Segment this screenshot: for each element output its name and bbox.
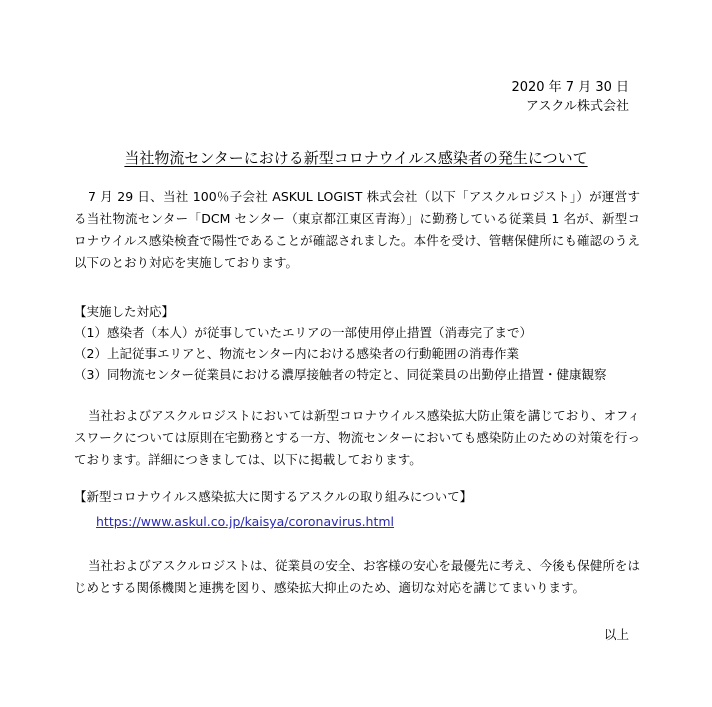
release-date: 2020 年 7 月 30 日 — [511, 80, 629, 95]
measure-item-3: （3）同物流センター従業員における濃厚接触者の特定と、同従業員の出勤停止措置・健康観察 — [74, 367, 607, 382]
measures-heading: 【実施した対応】 — [74, 304, 175, 319]
closing-mark: 以上 — [603, 627, 629, 642]
measure-item-2: （2）上記従事エリアと、物流センター内における感染者の行動範囲の消毒作業 — [74, 346, 519, 361]
prevention-paragraph: 当社およびアスクルロジストにおいては新型コロナウイルス感染拡大防止策を講じており、オフィスワークについては原則在宅勤務とする一方、物流センターにおいても感染防止のための対策を行っております。詳細につきましては、以下に掲載しております。 — [74, 408, 640, 467]
document-title — [0, 148, 712, 168]
date-block — [511, 78, 629, 116]
measures-section — [74, 301, 640, 385]
company-name: アスクル株式会社 — [525, 99, 629, 114]
closing-paragraph: 当社およびアスクルロジストは、従業員の安全、お客様の安心を最優先に考え、今後も保健所をはじめとする関係機関と連携を図り、感染拡大抑止のため、適切な対応を講じてまいります。 — [74, 558, 640, 595]
measure-item-1: （1）感染者（本人）が従事していたエリアの一部使用停止措置（消毒完了まで） — [74, 325, 532, 340]
coronavirus-info-link[interactable]: https://www.askul.co.jp/kaisya/coronavirus.html — [96, 514, 395, 529]
intro-paragraph: 7 月 29 日、当社 100％子会社 ASKUL LOGIST 株式会社（以下「アスクルロジスト」）が運営する当社物流センター「DCM センター（東京都江東区青海）」に勤務している従業員 1 名が、新型コロナウイルス感染検査で陽性であることが確認されました。本件を受け、管轄保健所にも確認のうえ以下のとおり対応を実施しております。 — [74, 189, 640, 270]
title-text: 当社物流センターにおける新型コロナウイルス感染者の発生について — [124, 149, 588, 167]
link-heading: 【新型コロナウイルス感染拡大に関するアスクルの取り組みについて】 — [74, 489, 473, 504]
